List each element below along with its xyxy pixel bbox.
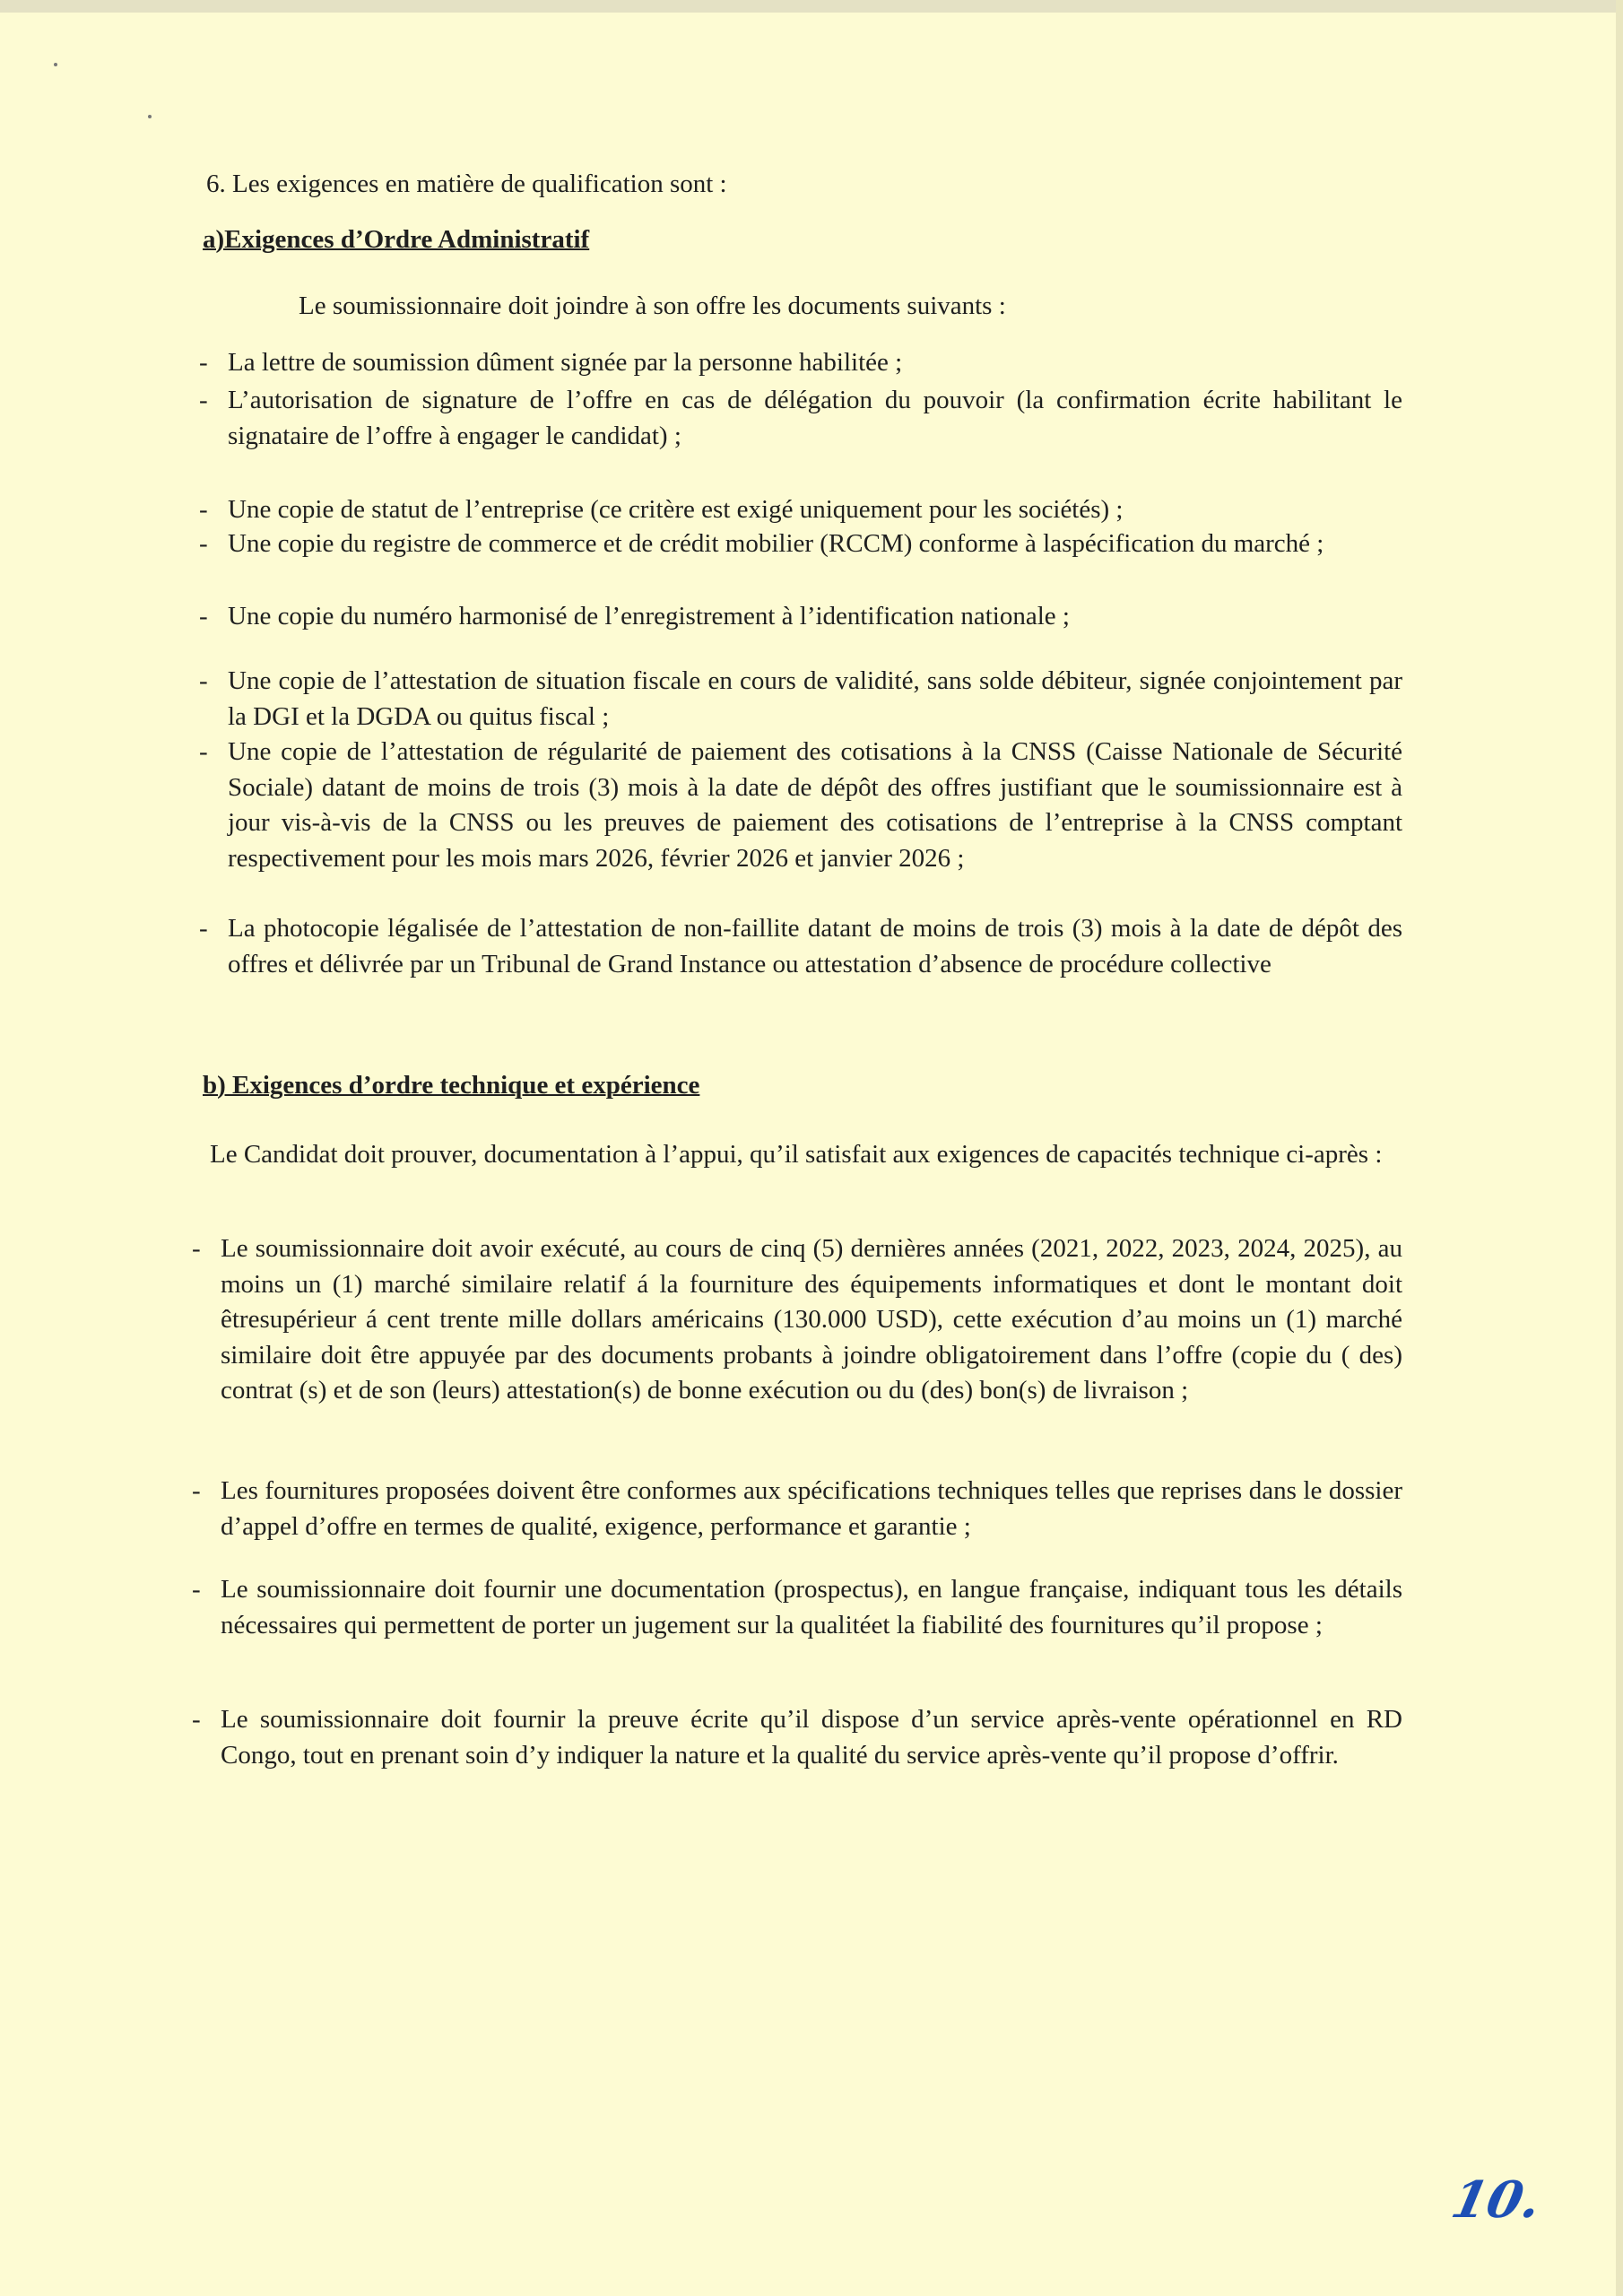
list-item-text: Le soumissionnaire doit fournir la preuve écrite qu’il dispose d’un service après-vente opérationnel en RD Congo, tout en prenant soin d’y indiquer la nature et la qualité du service après-vente qu’il propose d’offrir. — [221, 1705, 1402, 1770]
list-item-text: Les fournitures proposées doivent être conformes aux spécifications techniques telles que reprises dans le dossier d’appel d’offre en termes de qualité, exigence, performance et garantie ; — [221, 1476, 1402, 1541]
handwritten-page-number: 10. — [1445, 2170, 1547, 2230]
list-item — [199, 345, 1402, 381]
bullet-dash: - — [199, 914, 208, 943]
list-item — [199, 664, 1402, 735]
list-item — [192, 1702, 1402, 1773]
bullet-dash: - — [199, 529, 208, 558]
list-item-text: Une copie de l’attestation de régularité de paiement des cotisations à la CNSS (Caisse Nationale de Sécurité Sociale) datant de moins de trois (3) mois à la date de dépôt des offres justifiant que le soumissionnaire est à jour vis-à-vis de la CNSS ou les preuves de paiement des cotisations de l’entreprise à la CNSS comptant respectivement pour les mois mars 2026, février 2026 et janvier 2026 ; — [228, 737, 1402, 873]
list-item — [199, 599, 1402, 635]
list-item-text: Une copie du registre de commerce et de crédit mobilier (RCCM) conforme à laspécification du marché ; — [228, 529, 1324, 558]
bullet-dash: - — [199, 348, 208, 377]
bullet-dash: - — [192, 1705, 201, 1734]
list-item-text: Une copie de l’attestation de situation fiscale en cours de validité, sans solde débiteur, signée conjointement par la DGI et la DGDA ou quitus fiscal ; — [228, 666, 1402, 731]
admin-intro: Le soumissionnaire doit joindre à son offre les documents suivants : — [299, 291, 1006, 320]
list-item — [192, 1231, 1402, 1409]
scan-speck — [54, 63, 57, 66]
bullet-dash: - — [199, 737, 208, 766]
admin-heading: a)Exigences d’Ordre Administratif — [203, 225, 590, 254]
list-item-text: Une copie du numéro harmonisé de l’enregistrement à l’identification nationale ; — [228, 602, 1070, 631]
bullet-dash: - — [192, 1234, 201, 1263]
list-item — [199, 735, 1402, 876]
list-item — [192, 1474, 1402, 1544]
list-item-text: L’autorisation de signature de l’offre en cas de délégation du pouvoir (la confirmation écrite habilitant le signataire de l’offre à engager le candidat) ; — [228, 386, 1402, 450]
list-item — [199, 383, 1402, 454]
list-item-text: La photocopie légalisée de l’attestation de non-faillite datant de moins de trois (3) mois à la date de dépôt des offres et délivrée par un Tribunal de Grand Instance ou attestation d’absence de procédure collective — [228, 914, 1402, 978]
list-item — [192, 1572, 1402, 1643]
scan-speck — [148, 115, 152, 118]
list-item-text: La lettre de soumission dûment signée par la personne habilitée ; — [228, 348, 903, 377]
bullet-dash: - — [192, 1476, 201, 1505]
list-item-text: Le soumissionnaire doit fournir une documentation (prospectus), en langue française, indiquant tous les détails nécessaires qui permettent de porter un jugement sur la qualitéet la fiabilité des fournitures qu’il propose ; — [221, 1575, 1402, 1639]
list-item — [199, 492, 1402, 528]
list-item — [199, 911, 1402, 982]
list-item-text: Une copie de statut de l’entreprise (ce critère est exigé uniquement pour les sociétés) ; — [228, 495, 1124, 524]
section-title: 6. Les exigences en matière de qualification sont : — [206, 170, 727, 198]
bullet-dash: - — [199, 602, 208, 631]
scan-top-edge — [0, 0, 1623, 13]
bullet-dash: - — [192, 1575, 201, 1604]
list-item-text: Le soumissionnaire doit avoir exécuté, au cours de cinq (5) dernières années (2021, 2022, 2023, 2024, 2025), au moins un (1) marché similaire relatif á la fourniture des équipements informatiques et dont le montant doit êtresupérieur á cent trente mille dollars américains (130.000 USD), cette exécution d’au moins un (1) marché similaire doit être appuyée par des documents probants à joindre obligatoirement dans l’offre (copie du ( des) contrat (s) et de son (leurs) attestation(s) de bonne exécution ou du (des) bon(s) de livraison ; — [221, 1234, 1402, 1405]
bullet-dash: - — [199, 495, 208, 524]
technical-heading: b) Exigences d’ordre technique et expérience — [203, 1071, 700, 1100]
scan-right-edge — [1616, 0, 1623, 2296]
bullet-dash: - — [199, 386, 208, 414]
list-item — [199, 526, 1402, 562]
bullet-dash: - — [199, 666, 208, 695]
technical-intro: Le Candidat doit prouver, documentation à l’appui, qu’il satisfait aux exigences de capacités technique ci-après : — [210, 1140, 1383, 1169]
